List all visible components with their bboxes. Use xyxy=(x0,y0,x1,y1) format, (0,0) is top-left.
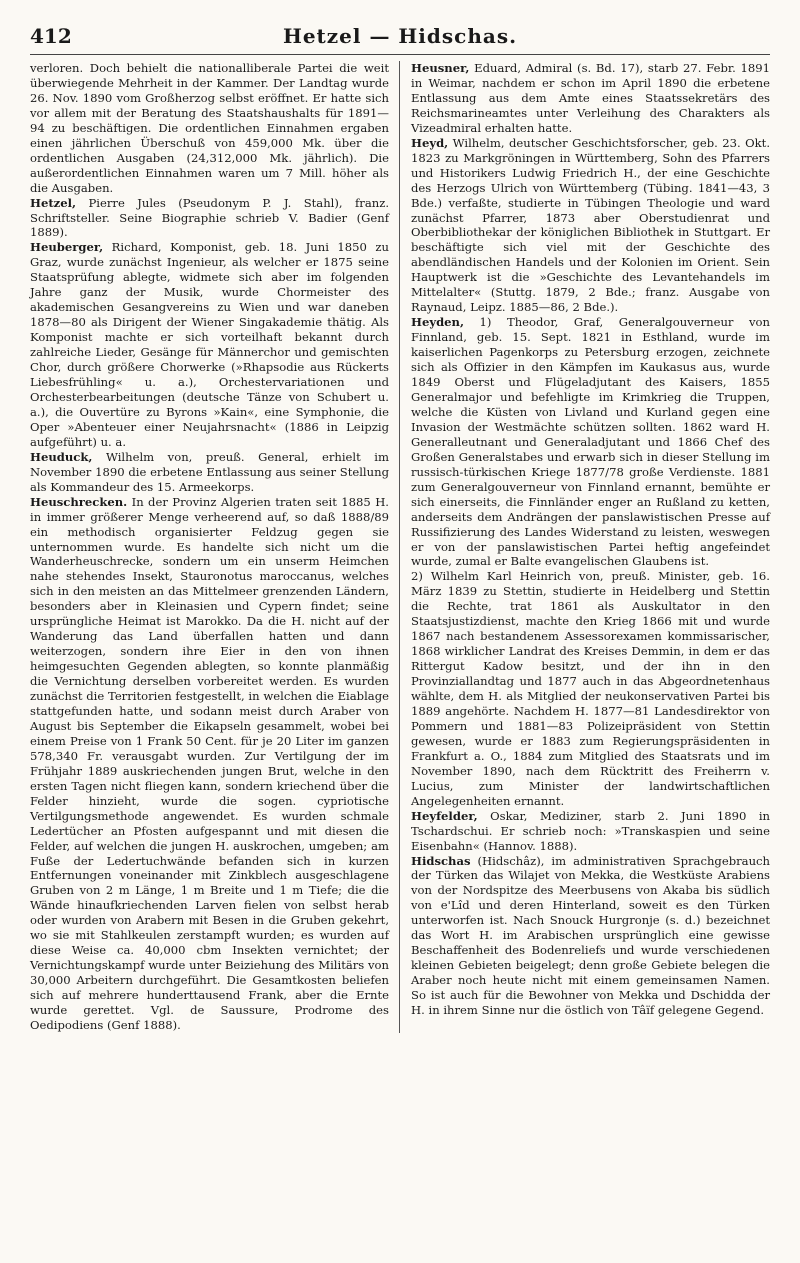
left-column xyxy=(30,61,400,1033)
entry-text: (Hidschâz), im administrativen Sprachgebrauch der Türken das Wilajet von Mekka, die Westküste Arabiens von der Nordspitze des Meerbusens von Akaba bis südlich von e'Lîd und deren Hinterland, soweit es den Türken unterworfen ist. Nach Snouck Hurgronje (s. d.) bezeichnet das Wort H. im Arabischen ursprünglich eine gewisse Beschaffenheit des Bodenreliefs und wurde verschiedenen kleinen Gebieten beigelegt; denn große Gebiete belegen die Araber noch heute nicht mit einem gemeinsamen Namen. So ist auch für die Bewohner von Mekka und Dschidda der H. in ihrem Sinne nur die östlich von Tâïf gelegene Gegend. xyxy=(411,853,770,1018)
entry-headword: Hidschas xyxy=(411,853,471,868)
right-column xyxy=(400,61,770,1033)
entry-headword: Heyfelder, xyxy=(411,808,478,823)
entry-headword: Heyden, xyxy=(411,315,465,330)
entry-headword: Heyd, xyxy=(411,135,449,150)
entry-paragraph xyxy=(411,854,770,1018)
entry-paragraph xyxy=(30,196,389,241)
entry-headword: Hetzel, xyxy=(30,195,77,210)
entry-text: verloren. Doch behielt die nationalliberale Partei die weit überwiegende Mehrheit in der Kammer. Der Landtag wurde 26. Nov. 1890 vom Großherzog selbst eröffnet. Er hatte sich vor allem mit der Beratung des Staatshaushalts für 1891—94 zu beschäftigen. Die ordentlichen Einnahmen ergaben einen jährlichen Überschuß von 459,000 Mk. über die ordentlichen Ausgaben (24,312,000 Mk. jährlich). Die außerordentlichen Einnahmen waren um 7 Mill. höher als die Ausgaben. xyxy=(30,61,389,195)
entry-text: In der Provinz Algerien traten seit 1885 H. in immer größerer Menge verheerend auf, so daß 1888/89 ein methodisch organisierter Feldzug gegen sie unternommen wurde. Es handelte sich nicht um die Wanderheuschrecke, sondern um ein unserm Heimchen nahe stehendes Insekt, Stauronotus maroccanus, welches sich in den meisten an das Mittelmeer grenzenden Ländern, besonders aber in Kleinasien und Cypern findet; seine ursprüngliche Heimat ist Marokko. Da die H. nicht auf der Wanderung das Land überfallen hatten und dann weiterzogen, sondern ihre Eier in den von ihnen heimgesuchten Gegenden ablegten, so konnte planmäßig die Vernichtung derselben vorbereitet werden. Es wurden zunächst die Territorien festgestellt, in welchen die Eiablage stattgefunden hatte, und sodann meist durch Araber von August bis September die Eikapseln gesammelt, wobei bei einem Preise von 1 Frank 50 Cent. für je 20 Liter im ganzen 578,340 Fr. verausgabt wurden. Zur Vertilgung der im Frühjahr 1889 auskriechenden jungen Brut, welche in den ersten Tagen nicht fliegen kann, sondern kriechend über die Felder hinzieht, wurde die sogen. cypriotische Vertilgungsmethode angewendet. Es wurden schmale Ledertücher an Pfosten aufgespannt und mit diesen die Felder, auf welchen die jungen H. auskrochen, umgeben; am Fuße der Ledertuchwände befanden sich in kurzen Entfernungen voneinander mit Zinkblech ausgeschlagene Gruben von 2 m Länge, 1 m Breite und 1 m Tiefe; die die Wände hinaufkriechenden Larven fielen von selbst herab oder wurden von Arabern mit Besen in die Gruben gekehrt, wo sie mit Stahlkeulen zerstampft wurden; es wurden auf diese Weise ca. 40,000 cbm Insekten vernichtet; der Vernichtungskampf wurde unter Beiziehung des Militärs von 30,000 Arbeitern durchgeführt. Die Gesamtkosten beliefen sich auf mehrere hunderttausend Frank, aber die Ernte wurde gerettet. Vgl. de Saussure, Prodrome des Oedipodiens (Genf 1888). xyxy=(30,494,389,1032)
entry-text: 1) Theodor, Graf, Generalgouverneur von Finnland, geb. 15. Sept. 1821 in Esthland, wurde im kaiserlichen Pagenkorps zu Petersburg erzogen, zeichnete sich als Offizier in den Kämpfen im Kaukasus aus, wurde 1849 Oberst und Flügeladjutant des Kaisers, 1855 Generalmajor und befehligte im Krimkrieg die Truppen, welche die Küsten von Livland und Kurland gegen eine Invasion der Westmächte schützen sollten. 1862 ward H. Generalleutnant und Generaladjutant und 1866 Chef des Großen Generalstabes und erwarb sich in dieser Stellung im russisch-türkischen Kriege 1877/78 große Verdienste. 1881 zum Generalgouverneur von Finnland ernannt, bemühte er sich einerseits, die Finnländer enger an Rußland zu ketten, anderseits dem Andrängen der panslawistischen Presse auf Russifizierung des Landes Widerstand zu leisten, weswegen er von der panslawistischen Partei heftig angefeindet wurde, zumal er Balte evangelischen Glaubens ist. xyxy=(411,315,770,569)
entry-paragraph xyxy=(411,315,770,569)
entry-text: Eduard, Admiral (s. Bd. 17), starb 27. Febr. 1891 in Weimar, nachdem er schon im April 1890 die erbetene Entlassung aus dem Amte eines Staatssekretärs des Reichsmarineamtes unter Verleihung des Charakters als Vizeadmiral erhalten hatte. xyxy=(411,61,771,135)
page-header xyxy=(30,24,770,55)
entry-headword: Heusner, xyxy=(411,61,470,75)
entry-paragraph xyxy=(411,136,770,315)
entry-paragraph xyxy=(411,569,770,808)
entry-paragraph xyxy=(30,495,389,1033)
entry-headword: Heuberger, xyxy=(30,240,104,255)
entry-paragraph xyxy=(411,61,770,136)
entry-headword: Heuduck, xyxy=(30,449,93,464)
entry-text: Wilhelm, deutscher Geschichtsforscher, geb. 23. Okt. 1823 zu Markgröningen in Württemberg, Sohn des Pfarrers und Historikers Ludwig Friedrich H., der eine Geschichte des Herzogs Ulrich von Württemberg (Tübing. 1841—43, 3 Bde.) verfaßte, studierte in Tübingen Theologie und ward zunächst Pfarrer, 1873 aber Oberstudienrat und Oberbibliothekar der königlichen Bibliothek in Stuttgart. Er beschäftigte sich viel mit der Geschichte des abendländischen Handels und der Kolonien im Orient. Sein Hauptwerk ist die »Geschichte des Levantehandels im Mittelalter« (Stuttg. 1879, 2 Bde.; franz. Ausgabe von Raynaud, Leipz. 1885—86, 2 Bde.). xyxy=(411,135,771,315)
two-column-body xyxy=(30,61,770,1033)
entry-text: Richard, Komponist, geb. 18. Juni 1850 zu Graz, wurde zunächst Ingenieur, als welcher er 1875 seine Staatsprüfung ablegte, widmete sich aber im folgenden Jahre ganz der Musik, wurde Chormeister des akademischen Gesangvereins zu Wien und war daneben 1878—80 als Dirigent der Wiener Singakademie thätig. Als Komponist machte er sich vorteilhaft bekannt durch zahlreiche Lieder, Gesänge für Männerchor und gemischten Chor, durch größere Chorwerke (»Rhapsodie aus Rückerts Liebesfrühling« u. a.), Orchestervariationen und Orchesterbearbeitungen (deutsche Tänze von Schubert u. a.), die Ouvertüre zu Byrons »Kain«, eine Symphonie, die Oper »Abenteuer einer Neujahrsnacht« (1886 in Leipzig aufgeführt) u. a. xyxy=(30,240,390,449)
entry-paragraph xyxy=(30,61,389,196)
entry-headword: Heuschrecken. xyxy=(30,494,128,509)
entry-paragraph xyxy=(30,450,389,495)
entry-paragraph xyxy=(411,809,770,854)
page-number: 412 xyxy=(30,24,72,48)
entry-text: Wilhelm von, preuß. General, erhielt im November 1890 die erbetene Entlassung aus seiner Stellung als Kommandeur des 15. Armeekorps. xyxy=(30,449,390,494)
entry-text: Pierre Jules (Pseudonym P. J. Stahl), franz. Schriftsteller. Seine Biographie schrieb V. Badier (Genf 1889). xyxy=(30,195,390,240)
entry-text: 2) Wilhelm Karl Heinrich von, preuß. Minister, geb. 16. März 1839 zu Stettin, studierte in Heidelberg und Stettin die Rechte, trat 1861 als Auskultator in den Staatsjustizdienst, machte den Krieg 1866 mit und wurde 1867 nach bestandenem Assessorexamen kommissarischer, 1868 wirklicher Landrat des Kreises Demmin, in dem er das Rittergut Kadow besitzt, und der ihn in den Provinziallandtag und 1877 auch in das Abgeordnetenhaus wählte, dem H. als Mitglied der neukonservativen Partei bis 1889 angehörte. Nachdem H. 1877—81 Landesdirektor von Pommern und 1881—83 Polizeipräsident von Stettin gewesen, wurde er 1883 zum Regierungspräsidenten in Frankfurt a. O., 1884 zum Mitglied des Staatsrats und im November 1890, nach dem Rücktritt des Freiherrn v. Lucius, zum Minister der landwirtschaftlichen Angelegenheiten ernannt. xyxy=(411,569,770,808)
running-title: Hetzel — Hidschas. xyxy=(282,24,518,48)
entry-text: Oskar, Mediziner, starb 2. Juni 1890 in Tschardschui. Er schrieb noch: »Transkaspien und seine Eisenbahn« (Hannov. 1888). xyxy=(411,808,771,853)
entry-paragraph xyxy=(30,240,389,449)
